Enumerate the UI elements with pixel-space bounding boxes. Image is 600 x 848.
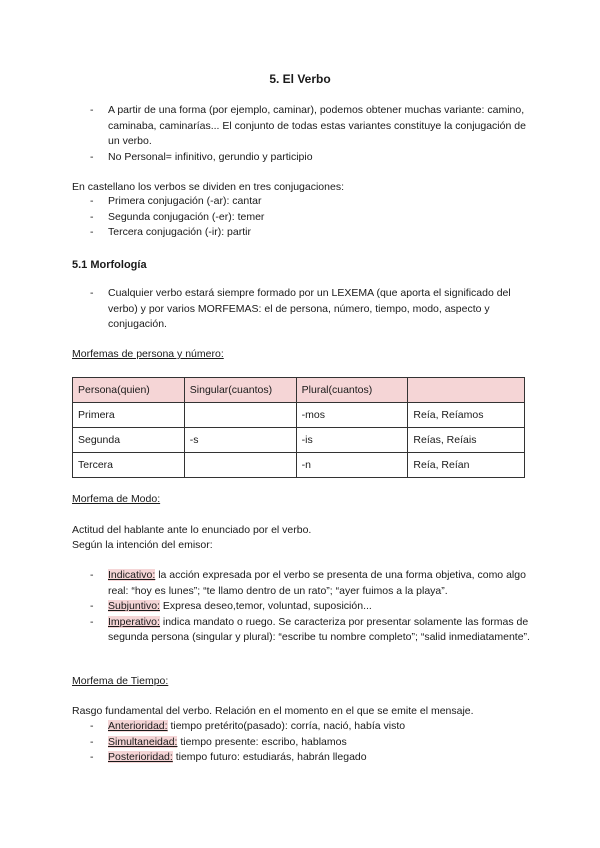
- term-highlight: Simultaneidad:: [108, 735, 178, 748]
- list-item: [90, 750, 530, 766]
- table-header-cell: [408, 378, 525, 403]
- table-cell: Reía, Reíamos: [408, 403, 525, 428]
- modo-heading: Morfema de Modo:: [72, 493, 161, 505]
- tiempo-list: [90, 719, 530, 766]
- term-highlight: Anterioridad:: [108, 720, 168, 732]
- persona-heading: Morfemas de persona y número:: [72, 348, 224, 360]
- term-text: la acción expresada por el verbo se presenta de una forma objetiva, como algo real: “hoy es lunes”; “te llamo dentro de un rato”; “ayer fuimos a la playa”.: [108, 569, 526, 597]
- table-header-row: [73, 378, 525, 403]
- table-row: [73, 403, 525, 428]
- table-cell: [184, 453, 296, 478]
- term-highlight: Subjuntivo:: [108, 600, 160, 612]
- modo-intention: Según la intención del emisor:: [72, 539, 213, 551]
- term-text: tiempo pretérito(pasado): corría, nació, había visto: [167, 720, 406, 732]
- table-cell: Primera: [73, 403, 185, 428]
- list-item: [90, 719, 530, 735]
- conjugation-intro: En castellano los verbos se dividen en tres conjugaciones:: [72, 181, 344, 193]
- term-highlight: Imperativo:: [108, 615, 160, 628]
- list-item: - Tercera conjugación (-ir): partir: [90, 225, 530, 241]
- morfologia-heading: 5.1 Morfología: [72, 259, 147, 271]
- morfologia-list: [90, 286, 530, 333]
- list-item: - Primera conjugación (-ar): cantar: [90, 194, 530, 210]
- table-row: [73, 453, 525, 478]
- table-cell: Segunda: [73, 428, 185, 453]
- list-item: [90, 615, 530, 646]
- list-item: - Cualquier verbo estará siempre formado por un LEXEMA (que aporta el significado del verbo) y por varios MORFEMAS: el de persona, número, tiempo, modo, aspecto y conjugación.: [90, 286, 530, 333]
- term-text: indica mandato o ruego. Se caracteriza por presentar solamente las formas de segunda persona (singular y plural): “escribe tu nombre completo”; “salid inmediatamente”.: [108, 615, 530, 643]
- list-item: [90, 568, 530, 599]
- conjugation-list: [90, 194, 530, 241]
- term-highlight: Posterioridad:: [108, 751, 173, 763]
- table-cell: -mos: [296, 403, 408, 428]
- list-item: [90, 735, 530, 751]
- intro-list: [90, 103, 530, 165]
- table-header-cell: Persona(quien): [73, 378, 185, 403]
- list-item: - No Personal= infinitivo, gerundio y participio: [90, 150, 530, 166]
- tiempo-heading: Morfema de Tiempo:: [72, 675, 169, 687]
- table-header-cell: Singular(cuantos): [184, 378, 296, 403]
- table-cell: [184, 403, 296, 428]
- modo-description: Actitud del hablante ante lo enunciado por el verbo.: [72, 524, 312, 536]
- term-text: tiempo futuro: estudiarás, habrán llegado: [172, 751, 367, 763]
- table-cell: Reías, Reíais: [408, 428, 525, 453]
- list-item: - A partir de una forma (por ejemplo, caminar), podemos obtener muchas variante: camino, caminaba, caminarías... El conjunto de todas estas variantes constituye la conjugación de un verbo.: [90, 103, 530, 150]
- table-cell: -s: [184, 428, 296, 453]
- table-cell: Tercera: [73, 453, 185, 478]
- table-header-cell: Plural(cuantos): [296, 378, 408, 403]
- persona-table: [72, 377, 525, 478]
- term-text: Expresa deseo,temor, voluntad, suposición...: [159, 600, 372, 612]
- table-cell: Reía, Reían: [408, 453, 525, 478]
- page-title: 5. El Verbo: [269, 72, 331, 86]
- table-cell: -n: [296, 453, 408, 478]
- tiempo-intro: Rasgo fundamental del verbo. Relación en el momento en el que se emite el mensaje.: [72, 705, 474, 717]
- table-row: [73, 428, 525, 453]
- modo-list: [90, 568, 530, 646]
- term-highlight: Indicativo:: [108, 569, 156, 581]
- table-cell: -is: [296, 428, 408, 453]
- list-item: - Segunda conjugación (-er): temer: [90, 210, 530, 226]
- list-item: [90, 599, 530, 615]
- term-text: tiempo presente: escribo, hablamos: [177, 735, 347, 748]
